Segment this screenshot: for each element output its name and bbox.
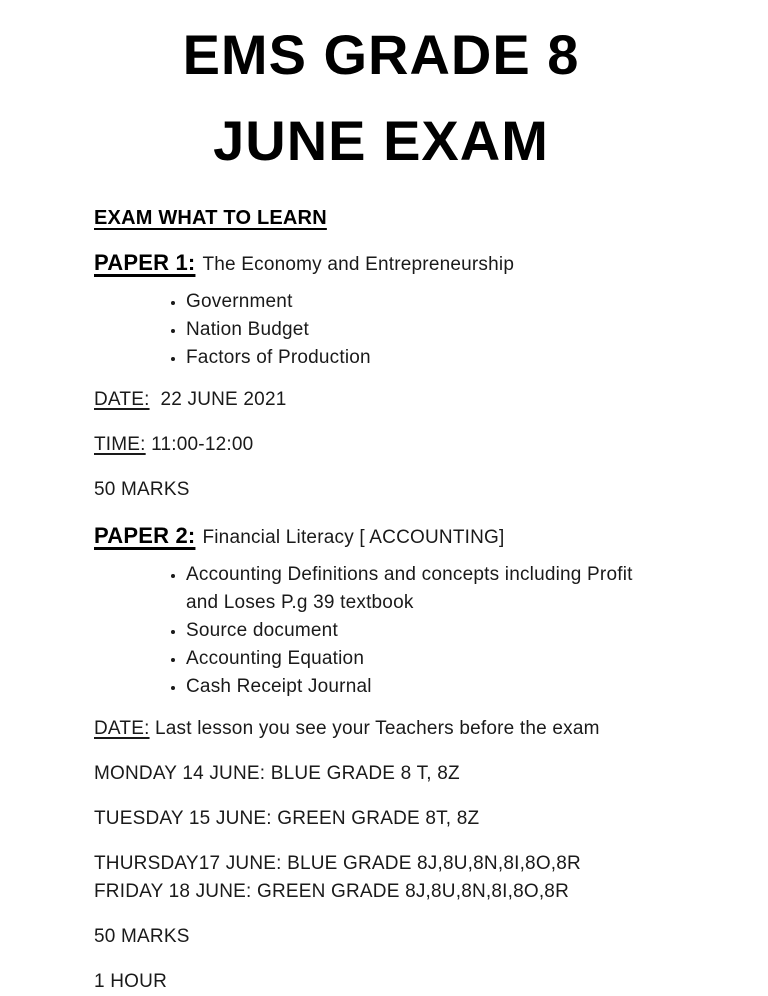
- paper1-label: PAPER 1:: [94, 250, 196, 275]
- time-label: TIME:: [94, 434, 146, 455]
- paper2-date-line: [94, 715, 668, 743]
- title-line-1: EMS GRADE 8: [182, 23, 580, 86]
- paper1-topic: The Economy and Entrepreneurship: [202, 254, 515, 275]
- paper2-marks-line: 50 MARKS: [94, 926, 190, 947]
- schedule-thursday-line: THURSDAY17 JUNE: BLUE GRADE 8J,8U,8N,8I,8O,8R: [94, 853, 581, 874]
- paper2-label: PAPER 2:: [94, 523, 196, 548]
- schedule-friday-line: FRIDAY 18 JUNE: GREEN GRADE 8J,8U,8N,8I,8O,8R: [94, 881, 569, 902]
- paper2-heading: [94, 521, 668, 553]
- date-label: DATE:: [94, 389, 150, 410]
- schedule-tuesday-line: TUESDAY 15 JUNE: GREEN GRADE 8T, 8Z: [94, 808, 480, 829]
- schedule-monday-line: MONDAY 14 JUNE: BLUE GRADE 8 T, 8Z: [94, 763, 460, 784]
- date-value: Last lesson you see your Teachers before the exam: [149, 718, 600, 739]
- paper1-bullet-list: [94, 288, 668, 372]
- paper2-topic: Financial Literacy [ ACCOUNTING]: [202, 527, 505, 548]
- list-item: • Factors of Production: [186, 344, 668, 372]
- document-title: [94, 12, 668, 184]
- paper2-duration-line: 1 HOUR: [94, 971, 167, 992]
- time-value: 11:00-12:00: [145, 434, 254, 455]
- exam-what-to-learn-heading: EXAM WHAT TO LEARN: [94, 207, 327, 229]
- list-item: • Government: [186, 288, 668, 316]
- schedule-thursday-friday-lines: [94, 850, 668, 906]
- list-item: • Cash Receipt Journal: [186, 673, 668, 701]
- list-item: • Nation Budget: [186, 316, 668, 344]
- date-value: 22 JUNE 2021: [149, 389, 287, 410]
- paper1-marks-line: 50 MARKS: [94, 479, 190, 500]
- paper1-heading: [94, 248, 668, 280]
- paper1-date-line: [94, 386, 668, 414]
- paper2-bullet-list: [94, 561, 668, 701]
- title-line-2: JUNE EXAM: [213, 109, 549, 172]
- list-item: • Accounting Definitions and concepts including Profit and Loses P.g 39 textbook: [186, 561, 668, 617]
- date-label: DATE:: [94, 718, 150, 739]
- list-item: • Source document: [186, 617, 668, 645]
- list-item: • Accounting Equation: [186, 645, 668, 673]
- paper1-time-line: [94, 431, 668, 459]
